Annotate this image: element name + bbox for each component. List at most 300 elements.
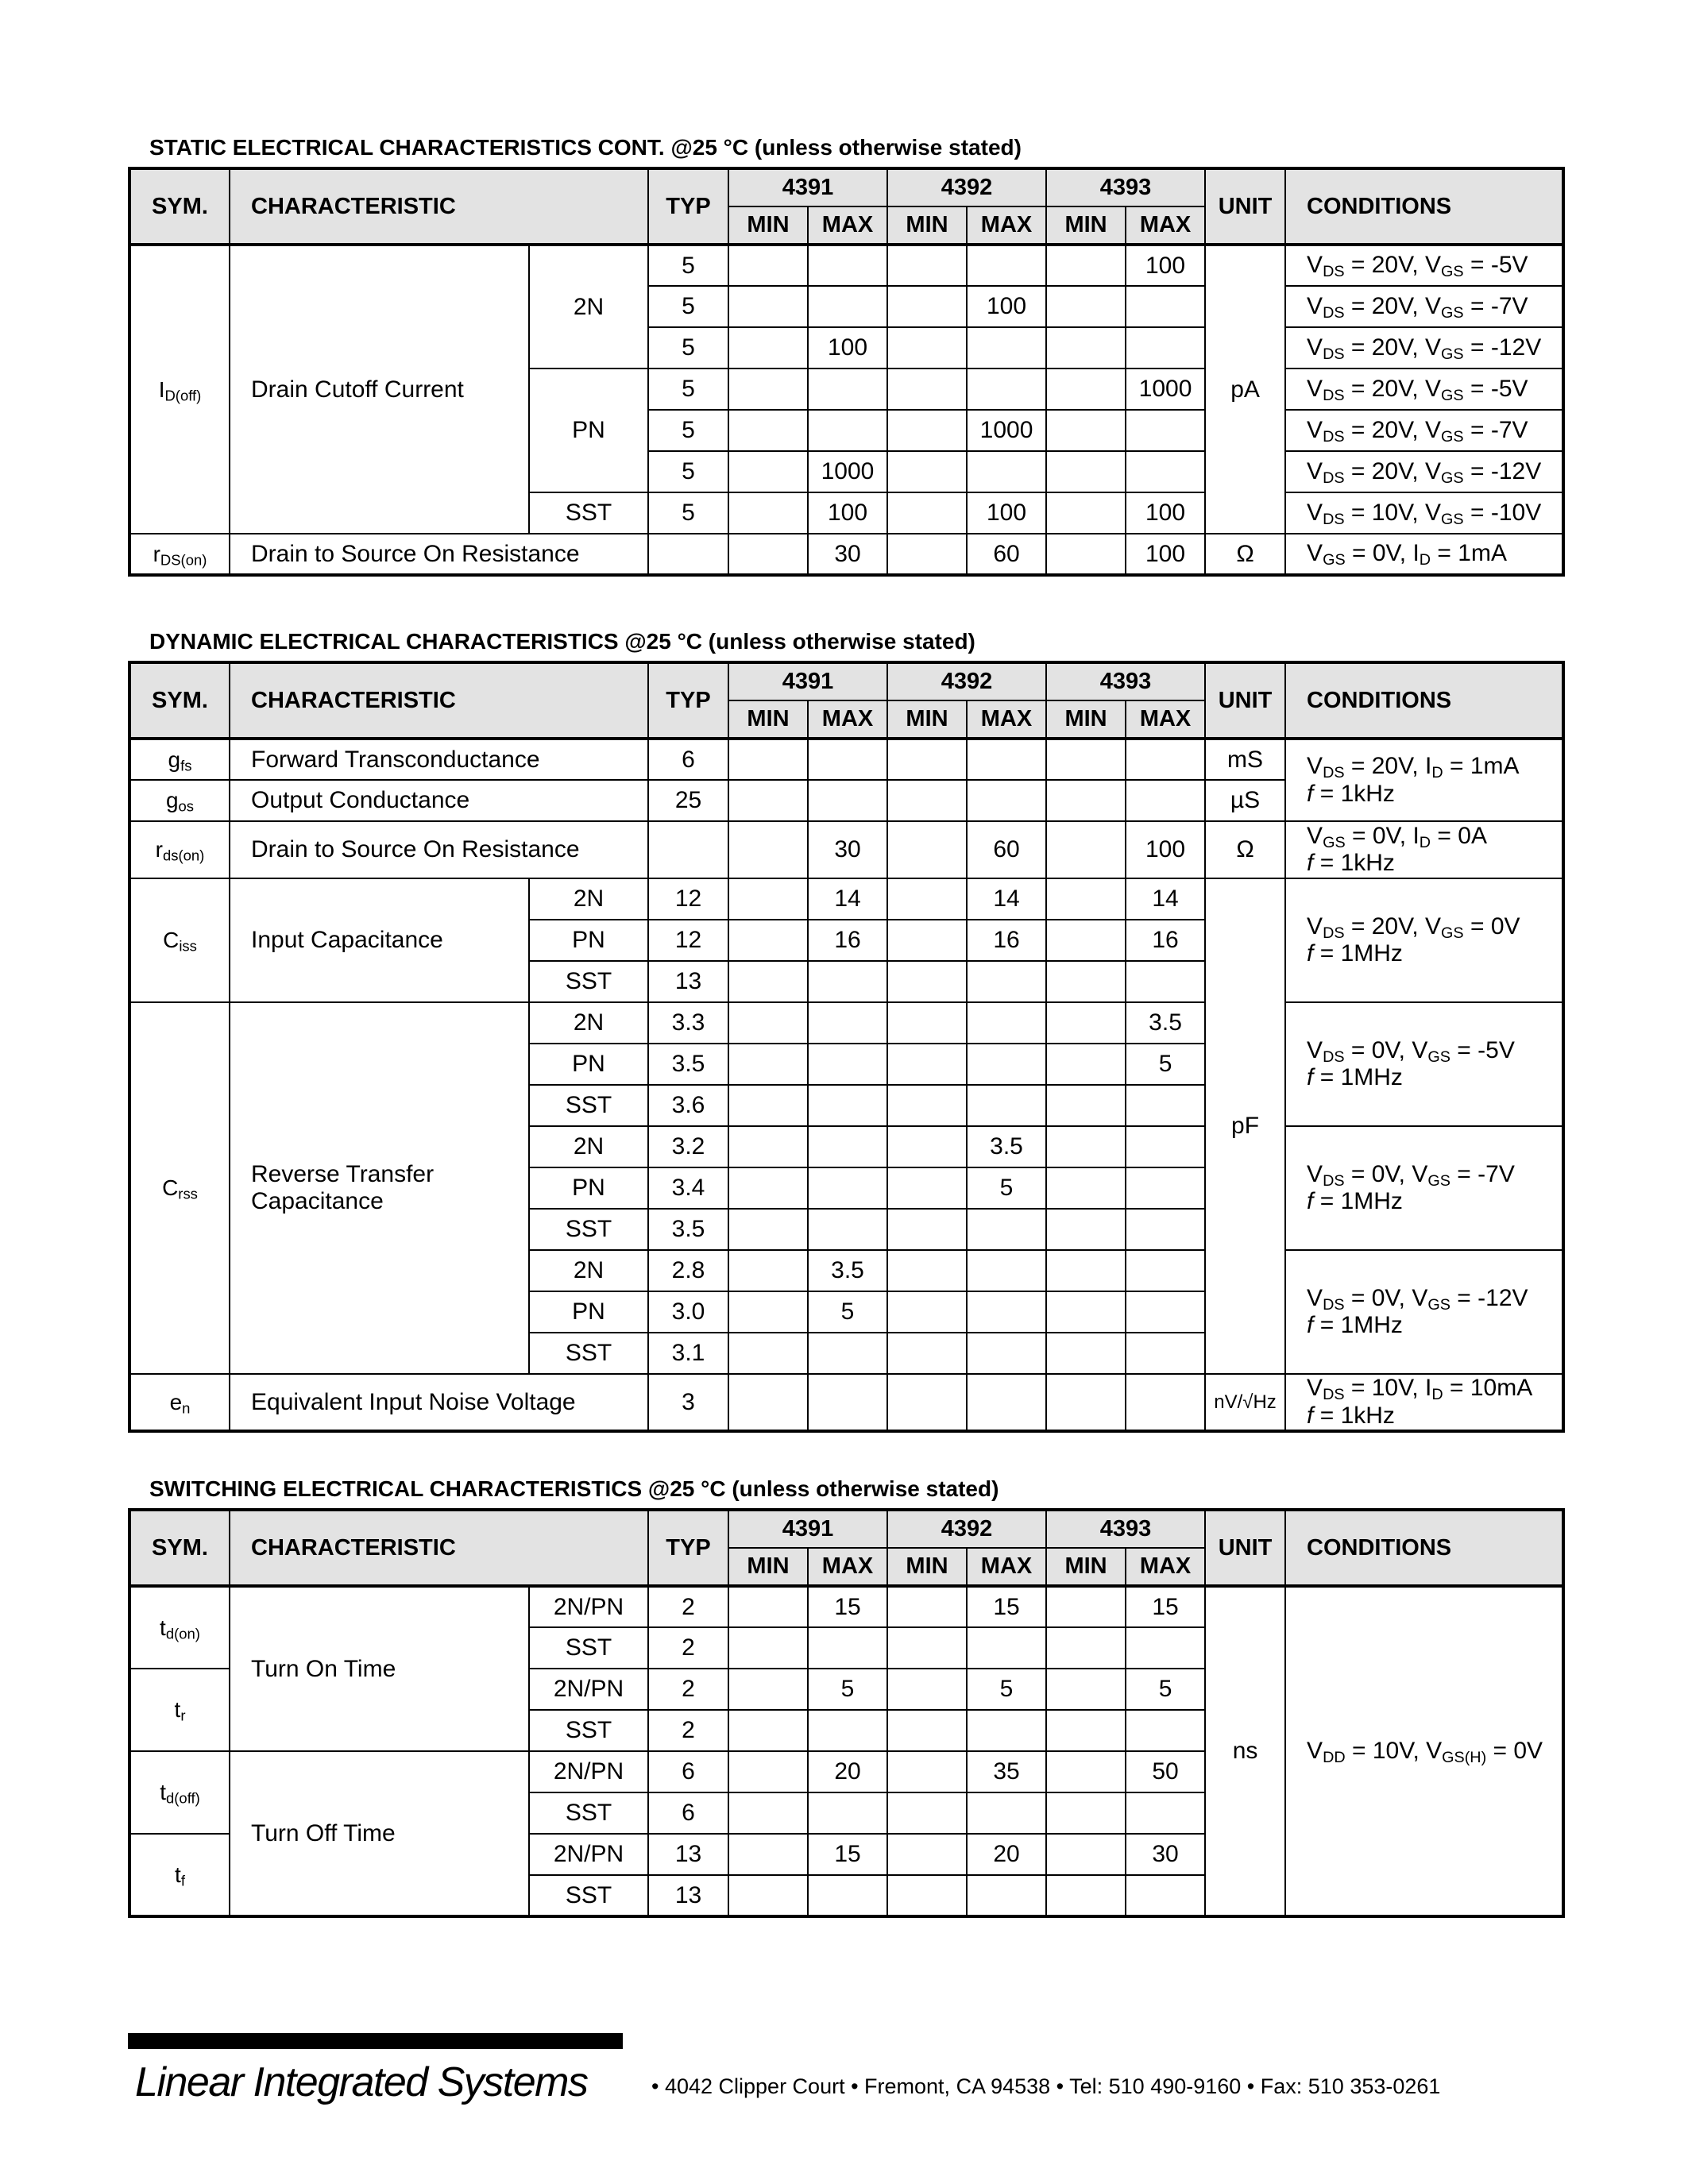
value-cell [808, 286, 887, 327]
value-cell [967, 1374, 1046, 1431]
typ-cell: 13 [648, 1834, 728, 1875]
value-cell [1046, 1333, 1126, 1374]
value-cell [728, 492, 808, 534]
value-cell [887, 1044, 967, 1085]
value-cell [1126, 410, 1205, 451]
characteristic-name: Reverse Transfer Capacitance [230, 1002, 529, 1374]
value-cell: 30 [808, 534, 887, 575]
package-cell: 2N [529, 1250, 648, 1291]
value-cell [887, 821, 967, 878]
value-cell [1046, 739, 1126, 780]
value-cell: 100 [967, 286, 1046, 327]
value-cell [808, 1710, 887, 1751]
package-cell: SST [529, 961, 648, 1002]
value-cell [967, 327, 1046, 369]
value-cell [728, 1333, 808, 1374]
conditions-cell: $V_{DS} = 20V$, $V_{GS} = -12V$ [1285, 451, 1563, 492]
conditions-cell: $V_{DS} = 20V$, $V_{GS} = 0V$ f = 1MHz [1285, 878, 1563, 1002]
package-cell: 2N [529, 1002, 648, 1044]
value-cell [728, 1167, 808, 1209]
typ-cell: 12 [648, 920, 728, 961]
value-cell: 15 [1126, 1586, 1205, 1627]
value-cell [808, 1002, 887, 1044]
value-cell [728, 780, 808, 821]
value-cell [967, 1002, 1046, 1044]
typ-cell: 3.5 [648, 1209, 728, 1250]
header-row [129, 662, 1563, 700]
value-cell: 100 [1126, 534, 1205, 575]
value-cell: 5 [808, 1291, 887, 1333]
value-cell: 30 [1126, 1834, 1205, 1875]
value-cell: 100 [1126, 492, 1205, 534]
col-characteristic: CHARACTERISTIC [230, 662, 648, 739]
package-cell: SST [529, 492, 648, 534]
symbol-gos: $g_{os}$ [129, 780, 230, 821]
value-cell: 35 [967, 1751, 1046, 1792]
symbol-t-doff: $t_{d(off)}$ [129, 1751, 230, 1834]
characteristic-name: Turn On Time [230, 1586, 529, 1751]
value-cell: 15 [967, 1586, 1046, 1627]
typ-cell: 13 [648, 961, 728, 1002]
symbol-t-r: $t_r$ [129, 1669, 230, 1751]
value-cell [728, 821, 808, 878]
value-cell [967, 1627, 1046, 1669]
package-cell: 2N/PN [529, 1751, 648, 1792]
value-cell [887, 878, 967, 920]
value-cell [728, 1250, 808, 1291]
col-conditions: CONDITIONS [1285, 1510, 1563, 1586]
typ-cell [648, 534, 728, 575]
value-cell: 1000 [967, 410, 1046, 451]
col-part-4393: 4393 [1046, 168, 1205, 206]
conditions-cell: $V_{DS} = 20V$, $I_D = 1mA$ f = 1kHz [1285, 739, 1563, 821]
value-cell: 20 [967, 1834, 1046, 1875]
value-cell [887, 1250, 967, 1291]
value-cell [887, 1669, 967, 1710]
value-cell [1126, 780, 1205, 821]
value-cell [887, 327, 967, 369]
value-cell: 15 [808, 1586, 887, 1627]
conditions-cell: $V_{DS} = 20V$, $V_{GS} = -7V$ [1285, 286, 1563, 327]
package-cell: 2N [529, 878, 648, 920]
col-sym: SYM. [129, 662, 230, 739]
value-cell: 1000 [1126, 369, 1205, 410]
col-sym: SYM. [129, 168, 230, 245]
value-cell [728, 1792, 808, 1834]
typ-cell: 3.3 [648, 1002, 728, 1044]
value-cell [1046, 492, 1126, 534]
unit-cell: ns [1205, 1586, 1285, 1916]
value-cell [1126, 1250, 1205, 1291]
col-max: MAX [1126, 700, 1205, 739]
value-cell [1046, 1209, 1126, 1250]
value-cell: 100 [808, 327, 887, 369]
conditions-cell: $V_{DS} = 10V$, $I_D = 10mA$ f = 1kHz [1285, 1374, 1563, 1431]
table-row [129, 821, 1563, 878]
footer-rule [128, 2033, 623, 2049]
col-min: MIN [1046, 1548, 1126, 1586]
value-cell [808, 410, 887, 451]
value-cell [967, 1792, 1046, 1834]
value-cell [728, 410, 808, 451]
package-cell: 2N/PN [529, 1586, 648, 1627]
col-unit: UNIT [1205, 168, 1285, 245]
col-max: MAX [808, 1548, 887, 1586]
value-cell: 16 [808, 920, 887, 961]
typ-cell: 5 [648, 410, 728, 451]
symbol-ciss: $C_{iss}$ [129, 878, 230, 1002]
typ-cell: 3.0 [648, 1291, 728, 1333]
col-max: MAX [967, 700, 1046, 739]
value-cell [808, 1333, 887, 1374]
col-typ: TYP [648, 168, 728, 245]
switching-section-title: SWITCHING ELECTRICAL CHARACTERISTICS @25 °C (unless otherwise stated) [149, 1476, 999, 1501]
value-cell [1046, 1250, 1126, 1291]
value-cell [967, 1710, 1046, 1751]
col-max: MAX [808, 700, 887, 739]
value-cell: 15 [808, 1834, 887, 1875]
value-cell [887, 1209, 967, 1250]
typ-cell: 6 [648, 1751, 728, 1792]
col-min: MIN [887, 700, 967, 739]
typ-cell: 5 [648, 245, 728, 286]
value-cell [728, 961, 808, 1002]
package-cell: PN [529, 920, 648, 961]
value-cell [967, 961, 1046, 1002]
value-cell [1126, 1126, 1205, 1167]
characteristic-name: Forward Transconductance [230, 739, 648, 780]
value-cell [1046, 1167, 1126, 1209]
value-cell [887, 245, 967, 286]
value-cell [967, 451, 1046, 492]
value-cell [887, 1374, 967, 1431]
value-cell [1046, 780, 1126, 821]
table-row [129, 739, 1563, 780]
value-cell [808, 961, 887, 1002]
value-cell [1046, 1044, 1126, 1085]
col-part-4392: 4392 [887, 1510, 1046, 1548]
value-cell [1126, 1167, 1205, 1209]
symbol-t-f: $t_f$ [129, 1834, 230, 1916]
col-characteristic: CHARACTERISTIC [230, 168, 648, 245]
value-cell [728, 1586, 808, 1627]
value-cell [808, 1126, 887, 1167]
value-cell: 14 [808, 878, 887, 920]
typ-cell: 3 [648, 1374, 728, 1431]
col-min: MIN [1046, 700, 1126, 739]
typ-cell: 3.5 [648, 1044, 728, 1085]
unit-cell: mS [1205, 739, 1285, 780]
value-cell [1046, 1875, 1126, 1916]
value-cell [887, 920, 967, 961]
typ-cell: 5 [648, 492, 728, 534]
package-cell: PN [529, 1291, 648, 1333]
value-cell [1046, 410, 1126, 451]
col-min: MIN [728, 206, 808, 245]
value-cell [1046, 534, 1126, 575]
value-cell [1046, 821, 1126, 878]
value-cell [887, 451, 967, 492]
symbol-t-don: $t_{d(on)}$ [129, 1586, 230, 1669]
unit-cell: nV/√Hz [1205, 1374, 1285, 1431]
col-part-4392: 4392 [887, 168, 1046, 206]
dynamic-section-title: DYNAMIC ELECTRICAL CHARACTERISTICS @25 °C (unless otherwise stated) [149, 629, 975, 654]
value-cell [887, 739, 967, 780]
value-cell [728, 534, 808, 575]
value-cell [887, 1792, 967, 1834]
value-cell [808, 1167, 887, 1209]
characteristic-name: Drain to Source On Resistance [230, 534, 648, 575]
value-cell [967, 780, 1046, 821]
conditions-cell: $V_{DS} = 20V$, $V_{GS} = -5V$ [1285, 369, 1563, 410]
value-cell [887, 410, 967, 451]
value-cell [728, 1875, 808, 1916]
unit-cell: µS [1205, 780, 1285, 821]
package-cell: SST [529, 1085, 648, 1126]
value-cell [1126, 1209, 1205, 1250]
value-cell [728, 1291, 808, 1333]
value-cell [728, 1751, 808, 1792]
value-cell [808, 245, 887, 286]
value-cell [1046, 1085, 1126, 1126]
characteristic-name: Drain Cutoff Current [230, 245, 529, 534]
value-cell [728, 451, 808, 492]
value-cell [808, 1085, 887, 1126]
value-cell: 5 [1126, 1669, 1205, 1710]
package-cell: PN [529, 1167, 648, 1209]
col-typ: TYP [648, 1510, 728, 1586]
value-cell [1126, 1085, 1205, 1126]
value-cell: 16 [1126, 920, 1205, 961]
value-cell [1046, 327, 1126, 369]
package-cell: SST [529, 1627, 648, 1669]
value-cell [1126, 451, 1205, 492]
unit-cell: Ω [1205, 534, 1285, 575]
col-unit: UNIT [1205, 662, 1285, 739]
value-cell [1046, 1002, 1126, 1044]
typ-cell: 5 [648, 327, 728, 369]
typ-cell: 3.4 [648, 1167, 728, 1209]
value-cell [728, 1085, 808, 1126]
typ-cell: 13 [648, 1875, 728, 1916]
col-part-4391: 4391 [728, 1510, 887, 1548]
value-cell: 1000 [808, 451, 887, 492]
value-cell [887, 1751, 967, 1792]
package-cell: SST [529, 1875, 648, 1916]
col-min: MIN [887, 1548, 967, 1586]
col-min: MIN [1046, 206, 1126, 245]
col-max: MAX [808, 206, 887, 245]
typ-cell [648, 821, 728, 878]
conditions-cell: $V_{GS} = 0V$, $I_D = 0A$ f = 1kHz [1285, 821, 1563, 878]
value-cell [967, 369, 1046, 410]
package-cell: 2N [529, 245, 648, 369]
value-cell [887, 1875, 967, 1916]
col-typ: TYP [648, 662, 728, 739]
unit-cell: Ω [1205, 821, 1285, 878]
value-cell: 100 [1126, 245, 1205, 286]
value-cell [808, 1875, 887, 1916]
conditions-cell: $V_{DS} = 0V$, $V_{GS} = -5V$ f = 1MHz [1285, 1002, 1563, 1126]
value-cell [808, 1209, 887, 1250]
typ-cell: 25 [648, 780, 728, 821]
symbol-crss: $C_{rss}$ [129, 1002, 230, 1374]
col-part-4393: 4393 [1046, 1510, 1205, 1548]
col-max: MAX [1126, 206, 1205, 245]
package-cell: PN [529, 1044, 648, 1085]
table-row [129, 245, 1563, 286]
table-row [129, 534, 1563, 575]
value-cell [1046, 1792, 1126, 1834]
conditions-cell: $V_{DD} = 10V$, $V_{GS(H)} = 0V$ [1285, 1586, 1563, 1916]
value-cell: 100 [808, 492, 887, 534]
value-cell [1046, 920, 1126, 961]
value-cell [728, 739, 808, 780]
symbol-gfs: $g_{fs}$ [129, 739, 230, 780]
value-cell [1046, 245, 1126, 286]
value-cell [728, 920, 808, 961]
header-row [129, 168, 1563, 206]
col-max: MAX [1126, 1548, 1205, 1586]
typ-cell: 3.1 [648, 1333, 728, 1374]
value-cell: 30 [808, 821, 887, 878]
company-logo: Linear Integrated Systems [135, 2059, 588, 2105]
value-cell [1046, 1374, 1126, 1431]
table-row [129, 1374, 1563, 1431]
value-cell [1046, 1834, 1126, 1875]
value-cell [1126, 1291, 1205, 1333]
value-cell [967, 1875, 1046, 1916]
symbol-id-off: $I_{D(off)}$ [129, 245, 230, 534]
typ-cell: 2.8 [648, 1250, 728, 1291]
typ-cell: 2 [648, 1586, 728, 1627]
typ-cell: 3.2 [648, 1126, 728, 1167]
value-cell [728, 878, 808, 920]
table-row [129, 878, 1563, 920]
value-cell [967, 739, 1046, 780]
package-cell: SST [529, 1209, 648, 1250]
value-cell [728, 1044, 808, 1085]
value-cell [728, 1710, 808, 1751]
value-cell [887, 1710, 967, 1751]
value-cell [808, 1627, 887, 1669]
typ-cell: 2 [648, 1627, 728, 1669]
value-cell [728, 245, 808, 286]
value-cell: 60 [967, 534, 1046, 575]
value-cell [887, 534, 967, 575]
package-cell: 2N/PN [529, 1834, 648, 1875]
value-cell [808, 1374, 887, 1431]
col-part-4392: 4392 [887, 662, 1046, 700]
value-cell [1126, 327, 1205, 369]
typ-cell: 5 [648, 286, 728, 327]
value-cell [967, 1044, 1046, 1085]
value-cell [887, 286, 967, 327]
value-cell: 20 [808, 1751, 887, 1792]
conditions-cell: $V_{GS} = 0V$, $I_D = 1mA$ [1285, 534, 1563, 575]
value-cell [728, 1669, 808, 1710]
characteristic-name: Input Capacitance [230, 878, 529, 1002]
col-min: MIN [728, 1548, 808, 1586]
value-cell [1126, 1627, 1205, 1669]
typ-cell: 12 [648, 878, 728, 920]
value-cell [967, 1333, 1046, 1374]
value-cell [1046, 1126, 1126, 1167]
value-cell: 3.5 [808, 1250, 887, 1291]
col-min: MIN [728, 700, 808, 739]
value-cell: 14 [1126, 878, 1205, 920]
unit-cell: pA [1205, 245, 1285, 534]
value-cell [887, 1834, 967, 1875]
col-part-4393: 4393 [1046, 662, 1205, 700]
value-cell [887, 1627, 967, 1669]
value-cell [967, 1085, 1046, 1126]
package-cell: SST [529, 1333, 648, 1374]
value-cell [967, 245, 1046, 286]
typ-cell: 2 [648, 1710, 728, 1751]
conditions-cell: $V_{DS} = 20V$, $V_{GS} = -5V$ [1285, 245, 1563, 286]
conditions-cell: $V_{DS} = 0V$, $V_{GS} = -12V$ f = 1MHz [1285, 1250, 1563, 1374]
conditions-cell: $V_{DS} = 20V$, $V_{GS} = -12V$ [1285, 327, 1563, 369]
value-cell [887, 1333, 967, 1374]
switching-characteristics-table [128, 1508, 1565, 1918]
value-cell [1046, 1669, 1126, 1710]
value-cell [728, 1834, 808, 1875]
typ-cell: 5 [648, 369, 728, 410]
value-cell [728, 1627, 808, 1669]
value-cell [887, 1002, 967, 1044]
symbol-rds-on: $r_{DS(on)}$ [129, 534, 230, 575]
table-row [129, 1002, 1563, 1044]
col-unit: UNIT [1205, 1510, 1285, 1586]
symbol-rds-on: $r_{ds(on)}$ [129, 821, 230, 878]
value-cell [808, 739, 887, 780]
value-cell [1126, 1875, 1205, 1916]
conditions-cell: $V_{DS} = 10V$, $V_{GS} = -10V$ [1285, 492, 1563, 534]
value-cell: 5 [808, 1669, 887, 1710]
value-cell [728, 286, 808, 327]
value-cell: 5 [967, 1167, 1046, 1209]
value-cell [1046, 961, 1126, 1002]
value-cell [1046, 878, 1126, 920]
value-cell [887, 369, 967, 410]
value-cell: 5 [967, 1669, 1046, 1710]
value-cell [808, 369, 887, 410]
characteristic-name: Output Conductance [230, 780, 648, 821]
col-conditions: CONDITIONS [1285, 168, 1563, 245]
company-address: • 4042 Clipper Court • Fremont, CA 94538 • Tel: 510 490-9160 • Fax: 510 353-0261 [651, 2074, 1441, 2098]
value-cell: 100 [1126, 821, 1205, 878]
col-max: MAX [967, 1548, 1046, 1586]
value-cell [1046, 369, 1126, 410]
value-cell [808, 1792, 887, 1834]
typ-cell: 6 [648, 739, 728, 780]
value-cell [967, 1209, 1046, 1250]
value-cell [967, 1250, 1046, 1291]
col-conditions: CONDITIONS [1285, 662, 1563, 739]
value-cell: 60 [967, 821, 1046, 878]
characteristic-name: Drain to Source On Resistance [230, 821, 648, 878]
value-cell: 3.5 [967, 1126, 1046, 1167]
value-cell [728, 1002, 808, 1044]
value-cell [728, 1209, 808, 1250]
value-cell [728, 327, 808, 369]
value-cell [1046, 286, 1126, 327]
value-cell [887, 1586, 967, 1627]
value-cell [808, 1044, 887, 1085]
dynamic-characteristics-table [128, 661, 1565, 1433]
package-cell: 2N/PN [529, 1669, 648, 1710]
